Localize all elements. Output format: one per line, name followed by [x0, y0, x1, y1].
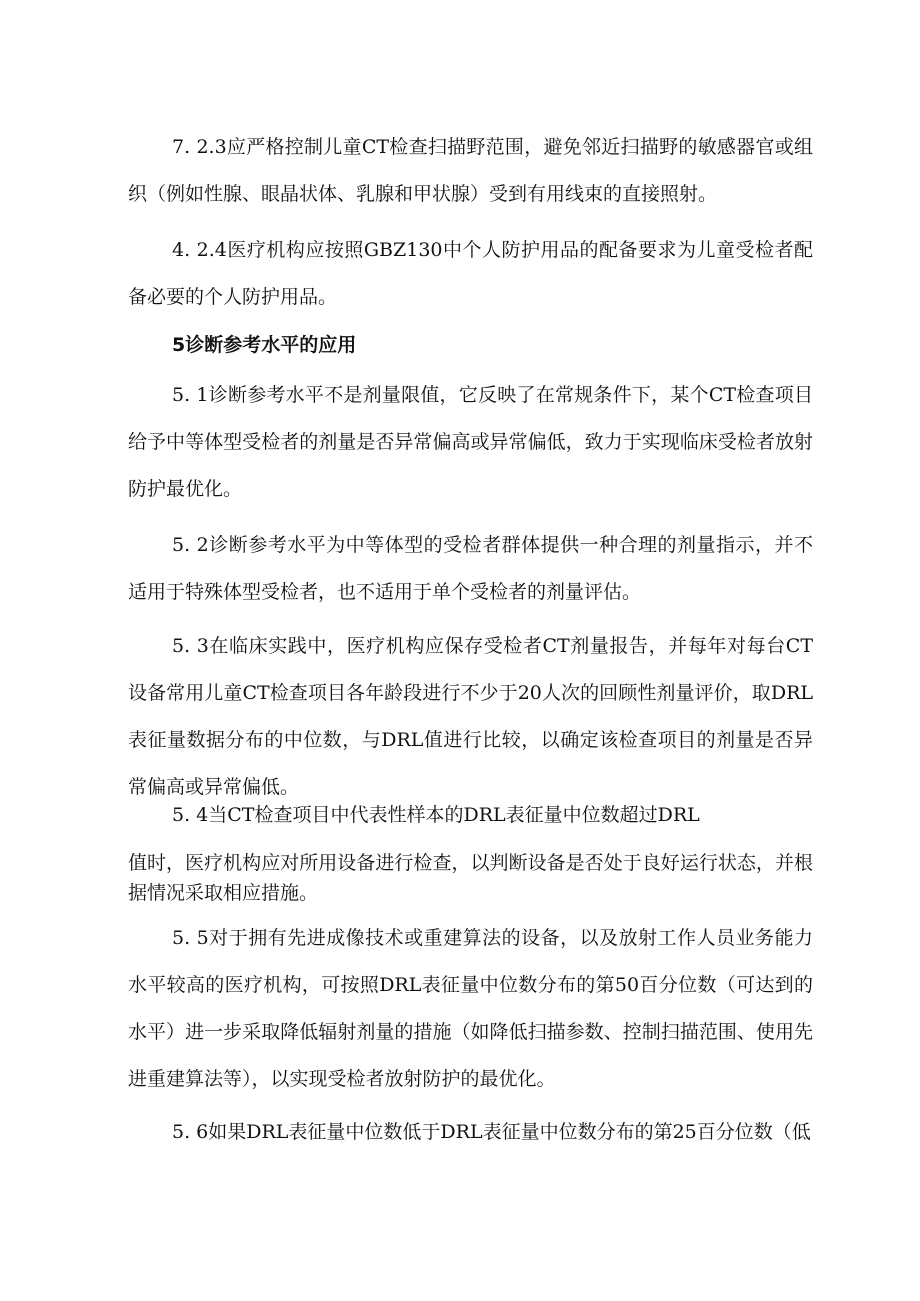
- paragraph-5-1: 5. 1诊断参考水平不是剂量限值，它反映了在常规条件下，某个CT检查项目给予中等体型受检者的剂量是否异常偏高或异常偏低，致力于实现临床受检者放射防护最优化。: [128, 384, 813, 500]
- paragraph-5-6: 5. 6如果DRL表征量中位数低于DRL表征量中位数分布的第25百分位数（低: [172, 1121, 811, 1143]
- paragraph-7-2-3: 7. 2.3应严格控制儿童CT检查扫描野范围，避免邻近扫描野的敏感器官或组织（例如性腺、眼晶状体、乳腺和甲状腺）受到有用线束的直接照射。: [128, 136, 813, 205]
- paragraph-5-3: 5. 3在临床实践中，医疗机构应保存受检者CT剂量报告，并每年对每台CT设备常用儿童CT检查项目各年龄段进行不少于20人次的回顾性剂量评价，取DRL表征量数据分布的中位数，与DRL值进行比较，以确定该检查项目的剂量是否异常偏高或异常偏低。: [128, 635, 813, 798]
- paragraph-5-4-continuation: 值时，医疗机构应对所用设备进行检查，以判断设备是否处于良好运行状态，并根据情况采取相应措施。: [128, 852, 813, 904]
- section-heading-5: 5诊断参考水平的应用: [172, 334, 357, 356]
- paragraph-4-2-4: 4. 2.4医疗机构应按照GBZ130中个人防护用品的配备要求为儿童受检者配备必要的个人防护用品。: [128, 239, 813, 308]
- paragraph-5-5: 5. 5对于拥有先进成像技术或重建算法的设备，以及放射工作人员业务能力水平较高的医疗机构，可按照DRL表征量中位数分布的第50百分位数（可达到的水平）进一步采取降低辐射剂量的措施（如降低扫描参数、控制扫描范围、使用先进重建算法等），以实现受检者放射防护的最优化。: [128, 927, 813, 1090]
- paragraph-5-4-first-line: 5. 4当CT检查项目中代表性样本的DRL表征量中位数超过DRL: [172, 804, 700, 826]
- paragraph-5-2: 5. 2诊断参考水平为中等体型的受检者群体提供一种合理的剂量指示，并不适用于特殊体型受检者，也不适用于单个受检者的剂量评估。: [128, 534, 813, 603]
